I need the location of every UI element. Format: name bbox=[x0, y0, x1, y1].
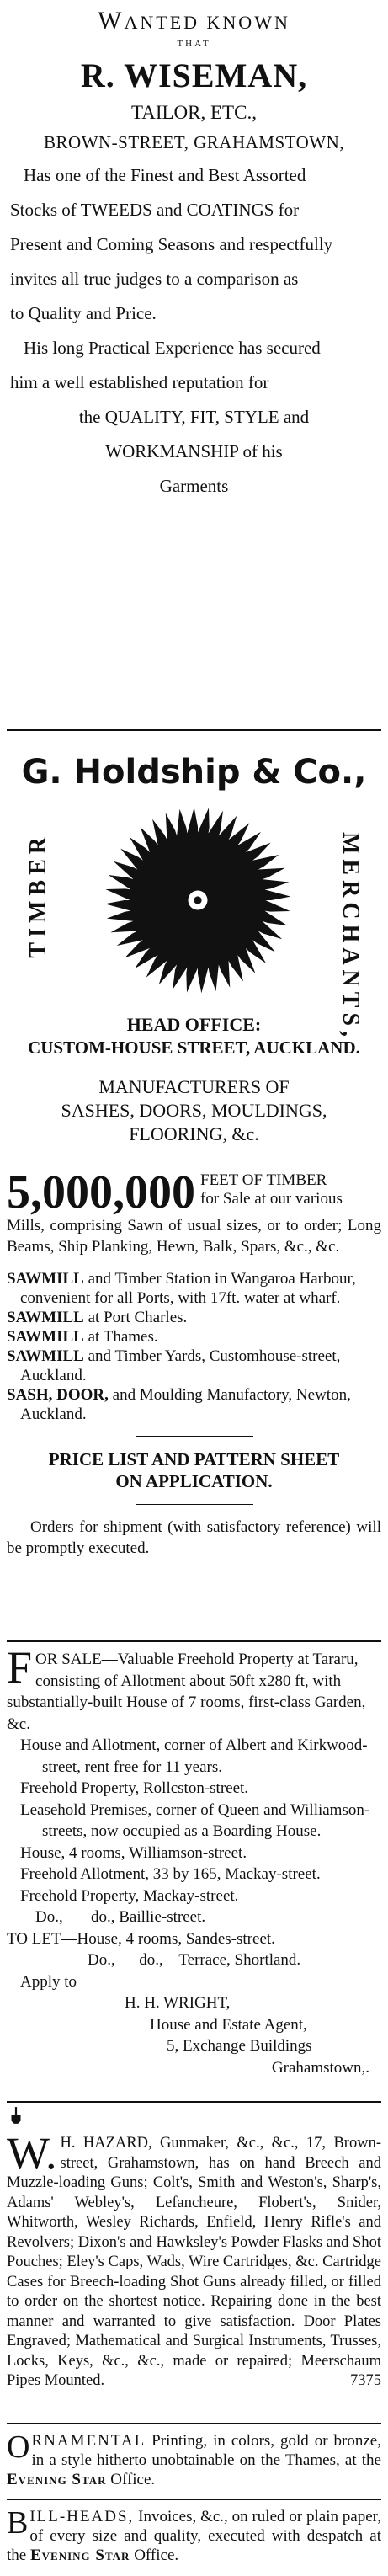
advertiser-trade: TAILOR, ETC., bbox=[131, 102, 257, 123]
for-sale-text bbox=[7, 1642, 381, 2078]
body-line: His long Practical Experience has secured bbox=[24, 338, 321, 358]
ornamental-end: Office. bbox=[106, 2471, 156, 2488]
mill-item bbox=[7, 1269, 381, 1308]
billheads-end: Office. bbox=[130, 2547, 179, 2564]
timber-side-line: FEET OF TIMBER bbox=[200, 1171, 327, 1189]
agent-name: H. H. WRIGHT, bbox=[125, 1994, 231, 2012]
evening-star-name: Evening Star bbox=[29, 2547, 130, 2564]
mill-item bbox=[7, 1385, 381, 1424]
mill-item bbox=[7, 1327, 381, 1347]
advert-holdship bbox=[7, 731, 381, 1642]
mill-label: SAWMILL bbox=[7, 1328, 84, 1346]
body-line: Has one of the Finest and Best Assorted bbox=[24, 165, 306, 185]
price-list-line: PRICE LIST AND PATTERN SHEET bbox=[48, 1449, 340, 1469]
hazard-text bbox=[7, 2128, 381, 2392]
advert-hazard bbox=[7, 2103, 381, 2424]
timber-vertical-label: TIMBER bbox=[25, 832, 51, 958]
timber-offer bbox=[7, 1166, 381, 1219]
advert-wiseman bbox=[7, 0, 381, 731]
listing-item: House and Allotment, corner of Albert and Kirkwood-street, rent free for 11 years. bbox=[20, 1736, 368, 1776]
advertiser-address: BROWN-STREET, GRAHAMSTOWN, bbox=[44, 132, 344, 152]
drop-cap: F bbox=[7, 1642, 33, 1693]
mill-item bbox=[7, 1308, 381, 1327]
mill-text: at Port Charles. bbox=[83, 1309, 188, 1326]
price-list-line: ON APPLICATION. bbox=[115, 1471, 273, 1491]
listing-item: Do., do., Terrace, Shortland. bbox=[88, 1951, 301, 1969]
timber-side-line: for Sale at our various bbox=[200, 1190, 343, 1208]
listing-item: Leasehold Premises, corner of Queen and Williamson-streets, now occupied as a Boarding House. bbox=[20, 1800, 370, 1840]
workmanship-line: WORKMANSHIP of his bbox=[105, 441, 283, 461]
newspaper-column bbox=[7, 0, 381, 2576]
orders-note: Orders for shipment (with satisfactory reference) will be promptly executed. bbox=[7, 1518, 381, 1557]
timber-description: Mills, comprising Sawn of usual sizes, or to order; Long Beams, Ship Planking, Hewn, Balk, Spars, &c., &c. bbox=[7, 1217, 381, 1256]
mill-text: and Moulding Manufactory, Newton, Auckland. bbox=[20, 1386, 351, 1423]
body-line: Stocks of TWEEDS and COATINGS for bbox=[10, 200, 300, 220]
billheads-body: Invoices, &c., on ruled or plain paper, of every size and quality, executed with despatch at the bbox=[7, 2508, 381, 2564]
headline-initial: W bbox=[98, 7, 125, 35]
manufacturers-line: MANUFACTURERS OF bbox=[98, 1076, 290, 1097]
ad-number: 7375 bbox=[350, 2372, 381, 2389]
divider bbox=[136, 1504, 253, 1505]
quality-line: the QUALITY, FIT, STYLE and bbox=[78, 407, 310, 427]
divider bbox=[136, 1436, 253, 1437]
mill-text: and Timber Yards, Customhouse-street, Auckland. bbox=[20, 1347, 341, 1384]
advert-body bbox=[7, 158, 381, 400]
drop-cap: W. bbox=[7, 2128, 57, 2179]
mill-text: at Thames. bbox=[83, 1328, 158, 1346]
circular-saw-icon bbox=[101, 803, 295, 997]
ornamental-text bbox=[7, 2424, 381, 2489]
head-office-title: HEAD OFFICE: bbox=[126, 1014, 262, 1035]
billheads-head: ILL-HEADS, bbox=[29, 2508, 135, 2525]
manufacturers-block bbox=[7, 1075, 381, 1146]
mill-label: SAWMILL bbox=[7, 1270, 84, 1288]
mill-label: SAWMILL bbox=[7, 1347, 84, 1365]
body-line: to Quality and Price. bbox=[10, 303, 157, 323]
mill-text: and Timber Station in Wangaroa Harbour, convenient for all Ports, with 17ft. water at wharf. bbox=[20, 1270, 356, 1307]
timber-amount: 5,000,000 bbox=[7, 1166, 195, 1219]
headline-rest: ANTED KNOWN bbox=[124, 12, 290, 33]
evening-star-name: Evening Star bbox=[7, 2471, 107, 2488]
manufacturers-line: SASHES, DOORS, MOULDINGS, bbox=[61, 1100, 327, 1121]
ornamental-head: RNAMENTAL bbox=[31, 2432, 146, 2450]
head-office-address: CUSTOM-HOUSE STREET, AUCKLAND. bbox=[28, 1037, 360, 1058]
mill-item bbox=[7, 1347, 381, 1385]
price-list-notice bbox=[7, 1448, 381, 1492]
body-line: him a well established reputation for bbox=[10, 372, 269, 392]
mill-label: SAWMILL bbox=[7, 1309, 84, 1326]
that-text: THAT bbox=[177, 39, 211, 49]
manufacturers-line: FLOORING, &c. bbox=[129, 1123, 259, 1144]
timber-side-text bbox=[200, 1171, 343, 1208]
advert-ornamental-printing bbox=[7, 2424, 381, 2500]
listing-item: Freehold Property, Rollcston-street. bbox=[20, 1779, 249, 1797]
body-line: invites all true judges to a comparison as bbox=[10, 269, 299, 289]
garments-line: Garments bbox=[159, 476, 229, 496]
agent-town: Grahamstown,. bbox=[271, 2058, 369, 2077]
for-sale-first bbox=[7, 1642, 381, 1735]
body-line: Present and Coming Seasons and respectfully bbox=[10, 234, 333, 254]
for-sale-first-text: OR SALE—Valuable Freehold Property at Tararu, consisting of Allotment about 50ft x280 ft, with substantially-built House of 7 rooms, first-class Garden, &c. bbox=[7, 1651, 366, 1733]
advertiser-name: R. WISEMAN, bbox=[80, 56, 308, 94]
listing-item: Freehold Allotment, 33 by 165, Mackay-street. bbox=[20, 1865, 321, 1883]
company-name: G. Holdship & Co., bbox=[21, 753, 367, 792]
drop-cap: B bbox=[7, 2505, 29, 2541]
merchants-vertical-label: MERCHANTS, bbox=[338, 832, 364, 1043]
ornamental-body: Printing, in colors, gold or bronze, in a style hitherto unobtainable on the Thames, at the bbox=[31, 2432, 381, 2469]
mills-list bbox=[7, 1269, 381, 1424]
hazard-body: H. HAZARD, Gunmaker, &c., &c., 17, Brown-street, Grahamstown, has on hand Breech and Muzzle-loading Guns; Colt's, Smith and Weston's, Sharp's, Adams' Webley's, Lefancheure, Flobert's, Snider, Whitworth, Wesley Richards, Enfield, Henry Rifle's and Revolvers; Dixon's and Hawksley's Powder Flasks and Shot Pouches; Eley's Caps, Wads, Wire Cartridges, &c. Cartridge Cases for Breech-loading Shot Guns already filled, or filled to order on the shortest notice. Repairing done in the best manner and warranted to give satisfaction. Door Plates Engraved; Mathematical and Surgical Instruments, Trusses, Locks, Keys, &c., &c., made or repaired; Meerschaum Pipes Mounted. bbox=[7, 2135, 381, 2389]
listing-item: House, 4 rooms, Williamson-street. bbox=[20, 1843, 247, 1862]
agent-address: 5, Exchange Buildings bbox=[167, 2037, 312, 2055]
pointing-hand-icon bbox=[7, 2106, 25, 2125]
agent-title: House and Estate Agent, bbox=[150, 2015, 307, 2034]
listing-item: Freehold Property, Mackay-street. bbox=[20, 1886, 239, 1905]
apply-to: Apply to bbox=[20, 1972, 77, 1991]
listing-item: Do., do., Baillie-street. bbox=[35, 1908, 206, 1926]
mill-label: SASH, DOOR, bbox=[7, 1386, 109, 1404]
advert-for-sale bbox=[7, 1642, 381, 2103]
listing-item: TO LET—House, 4 rooms, Sandes-street. bbox=[7, 1929, 275, 1948]
billheads-text bbox=[7, 2500, 381, 2565]
advert-bill-heads bbox=[7, 2500, 381, 2576]
headline bbox=[7, 0, 381, 35]
drop-cap: O bbox=[7, 2429, 30, 2465]
